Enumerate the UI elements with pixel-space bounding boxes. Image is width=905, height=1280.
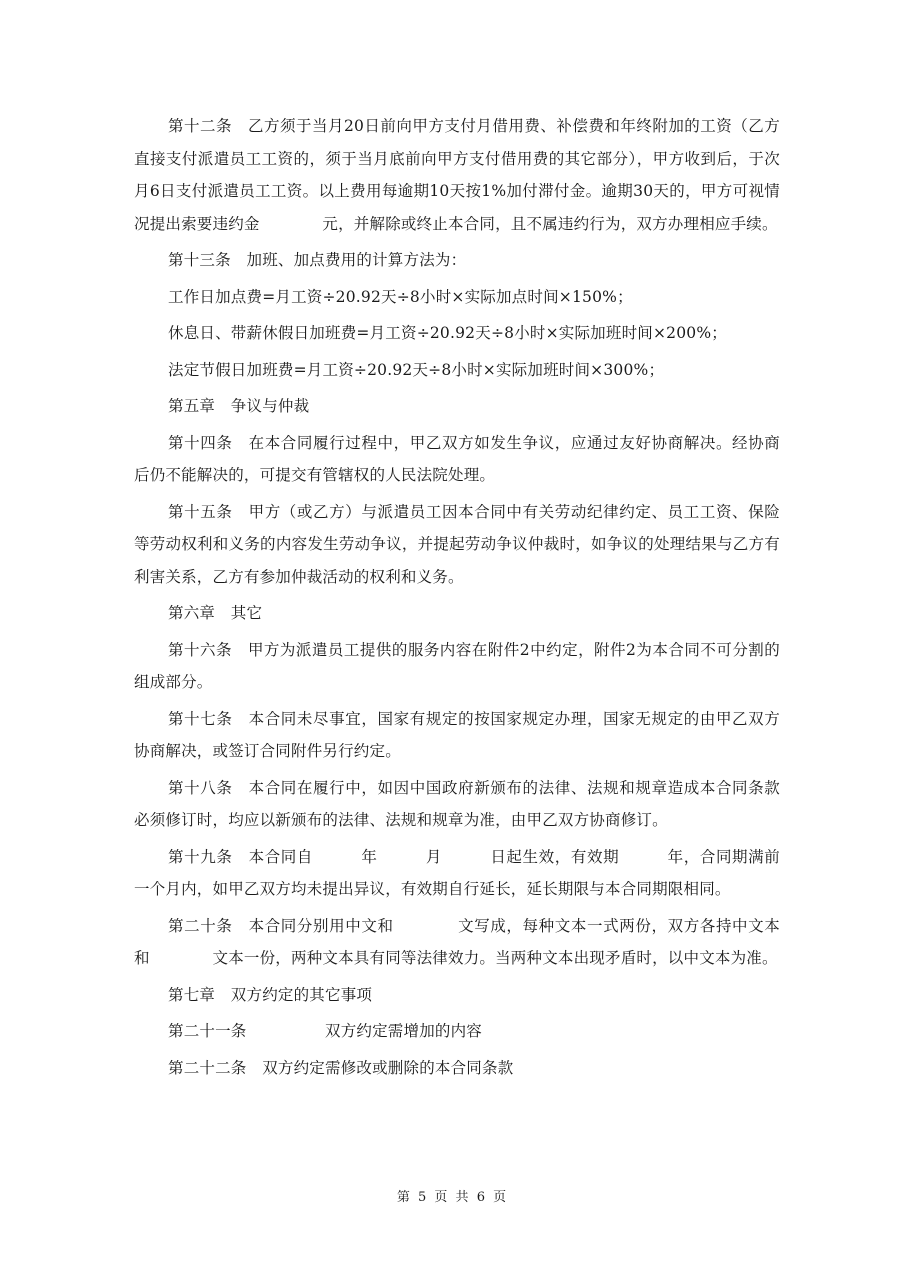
- article-13: 第十三条 加班、加点费用的计算方法为：: [168, 251, 467, 269]
- page-number-footer: 第 5 页 共 6 页: [396, 1190, 509, 1205]
- chapter-6-heading: 第六章 其它: [168, 604, 263, 622]
- chapter-7-heading: 第七章 双方约定的其它事项: [168, 985, 373, 1004]
- article-17: 第十七条 本合同未尽事宜，国家有规定的按国家规定办理，国家无规定的由甲乙双方协商解决，或签订合同附件另行约定。: [134, 709, 780, 760]
- article-19: 第十九条 本合同自 年 月 日起生效，有效期 年，合同期满前一个月内，如甲乙双方均未提出异议，有效期自行延长，延长期限与本合同期限相同。: [134, 847, 780, 898]
- workday-overtime-formula: 工作日加点费=月工资÷20.92天÷8小时×实际加点时间×150%；: [168, 287, 633, 306]
- article-20: 第二十条 本合同分别用中文和 文写成，每种文本一式两份，双方各持中文本和 文本一份，两种文本具有同等法律效力。当两种文本出现矛盾时，以中文本为准。: [134, 916, 780, 967]
- article-22: 第二十二条 双方约定需修改或删除的本合同条款: [168, 1058, 514, 1077]
- chapter-5-heading: 第五章 争议与仲裁: [168, 397, 310, 415]
- restday-overtime-formula: 休息日、带薪休假日加班费=月工资÷20.92天÷8小时×实际加班时间×200%；: [168, 324, 727, 342]
- article-18: 第十八条 本合同在履行中，如因中国政府新颁布的法律、法规和规章造成本合同条款必须修订时，均应以新颁布的法律、法规和规章为准，由甲乙双方协商修订。: [134, 778, 780, 829]
- article-16: 第十六条 甲方为派遣员工提供的服务内容在附件2中约定，附件2为本合同不可分割的组成部分。: [134, 640, 780, 691]
- document-body: [134, 110, 780, 1084]
- article-21: 第二十一条 双方约定需增加的内容: [168, 1022, 483, 1040]
- article-12: 第十二条 乙方须于当月20日前向甲方支付月借用费、补偿费和年终附加的工资（乙方直接支付派遣员工工资的，须于当月底前向甲方支付借用费的其它部分），甲方收到后，于次月6日支付派遣员工工资。以上费用每逾期10天按1%加付滞付金。逾期30天的，甲方可视情况提出索要违约金 元，并解除或终止本合同，且不属违约行为，双方办理相应手续。: [134, 117, 780, 233]
- article-14: 第十四条 在本合同履行过程中，甲乙双方如发生争议，应通过友好协商解决。经协商后仍不能解决的，可提交有管辖权的人民法院处理。: [134, 433, 780, 484]
- article-15: 第十五条 甲方（或乙方）与派遣员工因本合同中有关劳动纪律约定、员工工资、保险等劳动权利和义务的内容发生劳动争议，并提起劳动争议仲裁时，如争议的处理结果与乙方有利害关系，乙方有参加仲裁活动的权利和义务。: [134, 502, 780, 586]
- holiday-overtime-formula: 法定节假日加班费=月工资÷20.92天÷8小时×实际加班时间×300%；: [168, 360, 665, 379]
